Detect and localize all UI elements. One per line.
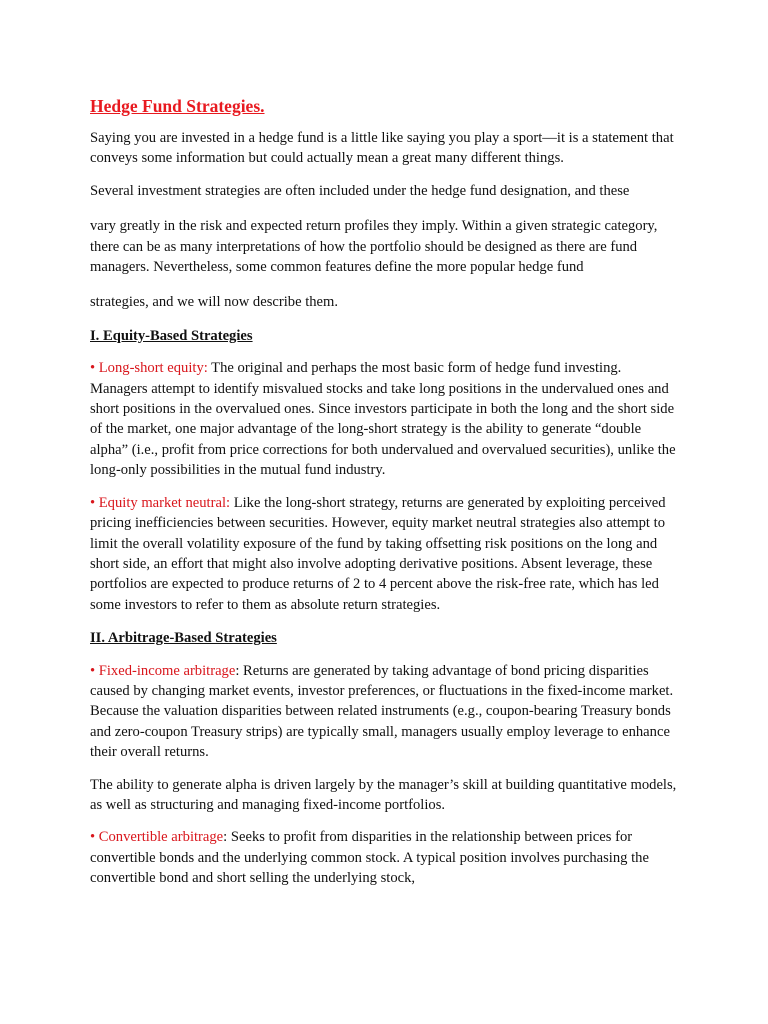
alpha-paragraph: The ability to generate alpha is driven largely by the manager’s skill at building quantitative models, as well as structuring and managing fixed-income portfolios. bbox=[90, 776, 677, 813]
strategy-long-short-equity bbox=[90, 358, 680, 480]
strategy-term: • Fixed-income arbitrage bbox=[90, 662, 236, 679]
section-heading-equity: I. Equity-Based Strategies bbox=[90, 327, 253, 344]
strategy-description: : Seeks to profit from disparities in the relationship between prices for convertible bonds and the underlying common stock. A typical position involves purchasing the convertible bond and short selling the underlying stock, bbox=[90, 829, 649, 887]
document-title: Hedge Fund Strategies. bbox=[90, 96, 265, 116]
strategy-term: • Convertible arbitrage bbox=[90, 829, 224, 846]
strategy-term: • Equity market neutral: bbox=[90, 494, 231, 511]
intro-paragraph-3: vary greatly in the risk and expected return profiles they imply. Within a given strategic category, there can be as many interpretations of how the portfolio should be designed as there are fund managers. Nevertheless, some common features define the more popular hedge fund bbox=[90, 218, 658, 276]
intro-paragraph-1: Saying you are invested in a hedge fund is a little like saying you play a sport—it is a statement that conveys some information but could actually mean a great many different things. bbox=[90, 130, 674, 167]
strategy-fixed-income-arbitrage bbox=[90, 661, 680, 763]
strategy-equity-market-neutral bbox=[90, 493, 680, 615]
strategy-convertible-arbitrage bbox=[90, 827, 680, 888]
section-heading-arbitrage: II. Arbitrage-Based Strategies bbox=[90, 630, 277, 647]
strategy-description: Like the long-short strategy, returns are generated by exploiting perceived pricing inefficiencies between securities. However, equity market neutral strategies also attempt to limit the overall volatility exposure of the fund by taking offsetting risk positions on the long and short side, an effort that might also involve adopting derivative positions. Absent leverage, these portfolios are expected to produce returns of 2 to 4 percent above the risk-free rate, which has led some investors to refer to them as absolute return strategies. bbox=[90, 494, 666, 613]
strategy-description: The original and perhaps the most basic form of hedge fund investing. Managers attempt to identify misvalued stocks and take long positions in the undervalued ones and short positions in the overvalued ones. Since investors participate in both the long and the short side of the market, one major advantage of the long-short strategy is the ability to generate “double alpha” (i.e., profit from price corrections for both undervalued and overvalued securities), unlike the long-only possibilities in the mutual fund industry. bbox=[90, 360, 676, 479]
strategy-description: : Returns are generated by taking advantage of bond pricing disparities caused by changing market events, investor preferences, or fluctuations in the fixed-income market. Because the valuation disparities between related instruments (e.g., coupon-bearing Treasury bonds and zero-coupon Treasury strips) are typically small, managers usually employ leverage to enhance their overall returns. bbox=[90, 662, 674, 761]
intro-paragraph-2: Several investment strategies are often included under the hedge fund designation, and these bbox=[90, 182, 630, 199]
strategy-term: • Long-short equity: bbox=[90, 360, 208, 377]
intro-paragraph-4: strategies, and we will now describe them. bbox=[90, 294, 339, 311]
